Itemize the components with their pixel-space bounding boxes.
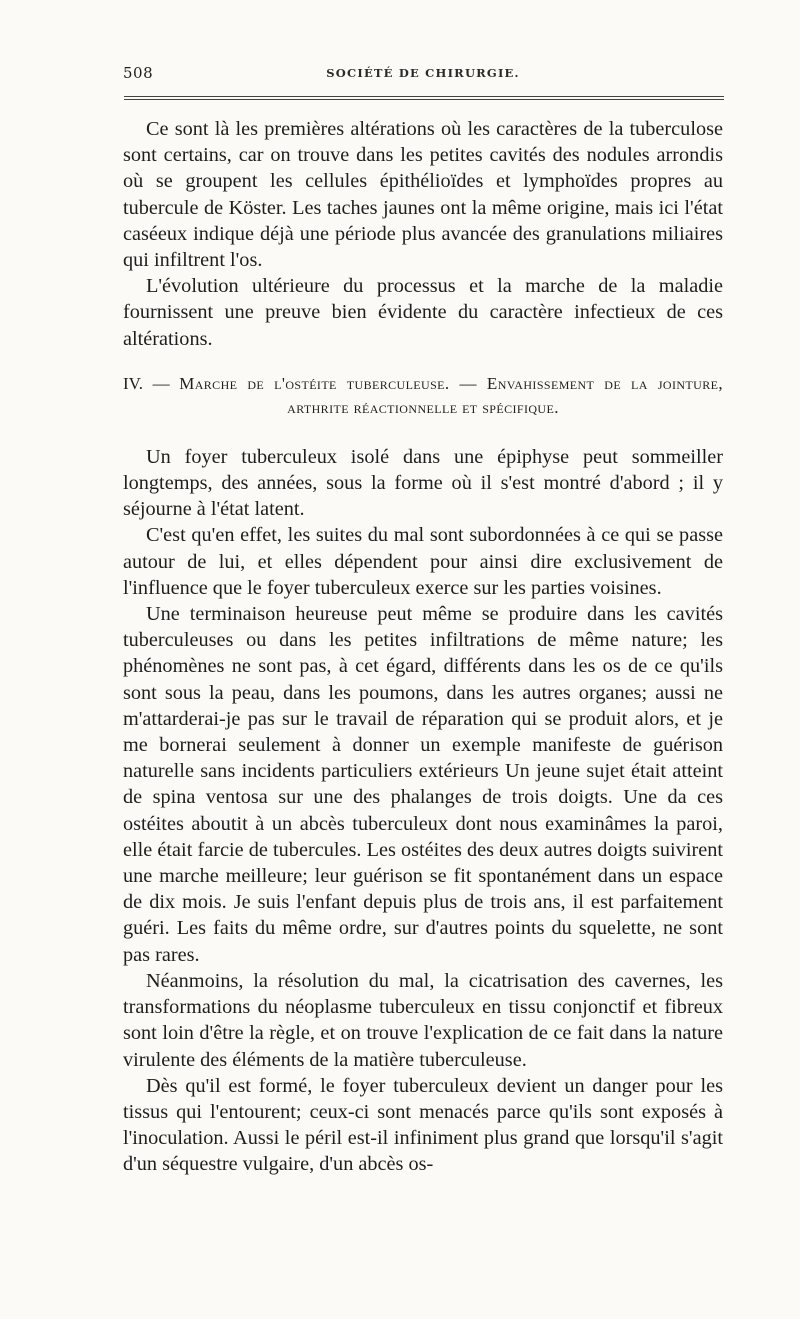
body-text	[123, 116, 723, 1178]
section-number: IV. —	[123, 373, 170, 393]
page-header	[123, 62, 723, 88]
paragraph: Dès qu'il est formé, le foyer tuberculeux devient un danger pour les tissus qui l'entourent; ceux-ci sont menacés parce qu'ils sont exposés à l'inoculation. Aussi le péril est-il infiniment plus grand que lorsqu'il s'agit d'un séquestre vulgaire, d'un abcès os-	[123, 1074, 723, 1176]
section-title: Marche de l'ostéite tuberculeuse. — Envahissement de la jointure, arthrite réactionnelle et spécifique.	[179, 373, 724, 417]
paragraph: C'est qu'en effet, les suites du mal sont subordonnées à ce qui se passe autour de lui, et elles dépendent pour ainsi dire exclusivement de l'influence que le foyer tuberculeux exerce sur les parties voisines.	[123, 524, 723, 599]
header-rule	[124, 96, 724, 97]
paragraph: L'évolution ultérieure du processus et la marche de la maladie fournissent une preuve bien évidente du caractère infectieux de ces altérations.	[123, 275, 723, 350]
paragraph: Un foyer tuberculeux isolé dans une épiphyse peut sommeiller longtemps, des années, sous la forme où il s'est montré d'abord ; il y séjourne à l'état latent.	[123, 445, 723, 521]
section-heading	[123, 372, 723, 420]
paragraph: Une terminaison heureuse peut même se produire dans les cavités tuberculeuses ou dans les petites infiltrations de même nature; les phénomènes ne sont pas, à cet égard, différents dans les os de ce qu'ils sont sous la peau, dans les poumons, dans les autres organes; aussi ne m'attarderai-je pas sur le travail de réparation qui se produit alors, et je me bornerai seulement à donner un exemple manifeste de guérison naturelle sans incidents particuliers extérieurs Un jeune sujet était atteint de spina ventosa sur une des phalanges de trois doigts. Une da ces ostéites aboutit à un abcès tuberculeux dont nous examinâmes la paroi, elle était farcie de tubercules. Les ostéites des deux autres doigts suivirent une marche meilleure; leur guérison se fit spontanément dans un espace de dix mois. Je suis l'enfant depuis plus de trois ans, il est parfaitement guéri. Les faits du même ordre, sur d'autres points du squelette, ne sont pas rares.	[123, 603, 723, 966]
running-title: SOCIÉTÉ DE CHIRURGIE.	[326, 66, 520, 80]
header-rule-second	[124, 99, 724, 100]
paragraph: Néanmoins, la résolution du mal, la cicatrisation des cavernes, les transformations du néoplasme tuberculeux en tissu conjonctif et fibreux sont loin d'être la règle, et on trouve l'explication de ce fait dans la nature virulente des éléments de la matière tuberculeuse.	[123, 969, 723, 1071]
paragraph: Ce sont là les premières altérations où les caractères de la tuberculose sont certains, car on trouve dans les petites cavités des nodules arrondis où se groupent les cellules épithélioïdes et lymphoïdes propres au tubercule de Köster. Les taches jaunes ont la même origine, mais ici l'état caséeux indique déjà une période plus avancée des granulations miliaires qui infiltrent l'os.	[123, 118, 723, 272]
page-number: 508	[123, 64, 154, 82]
